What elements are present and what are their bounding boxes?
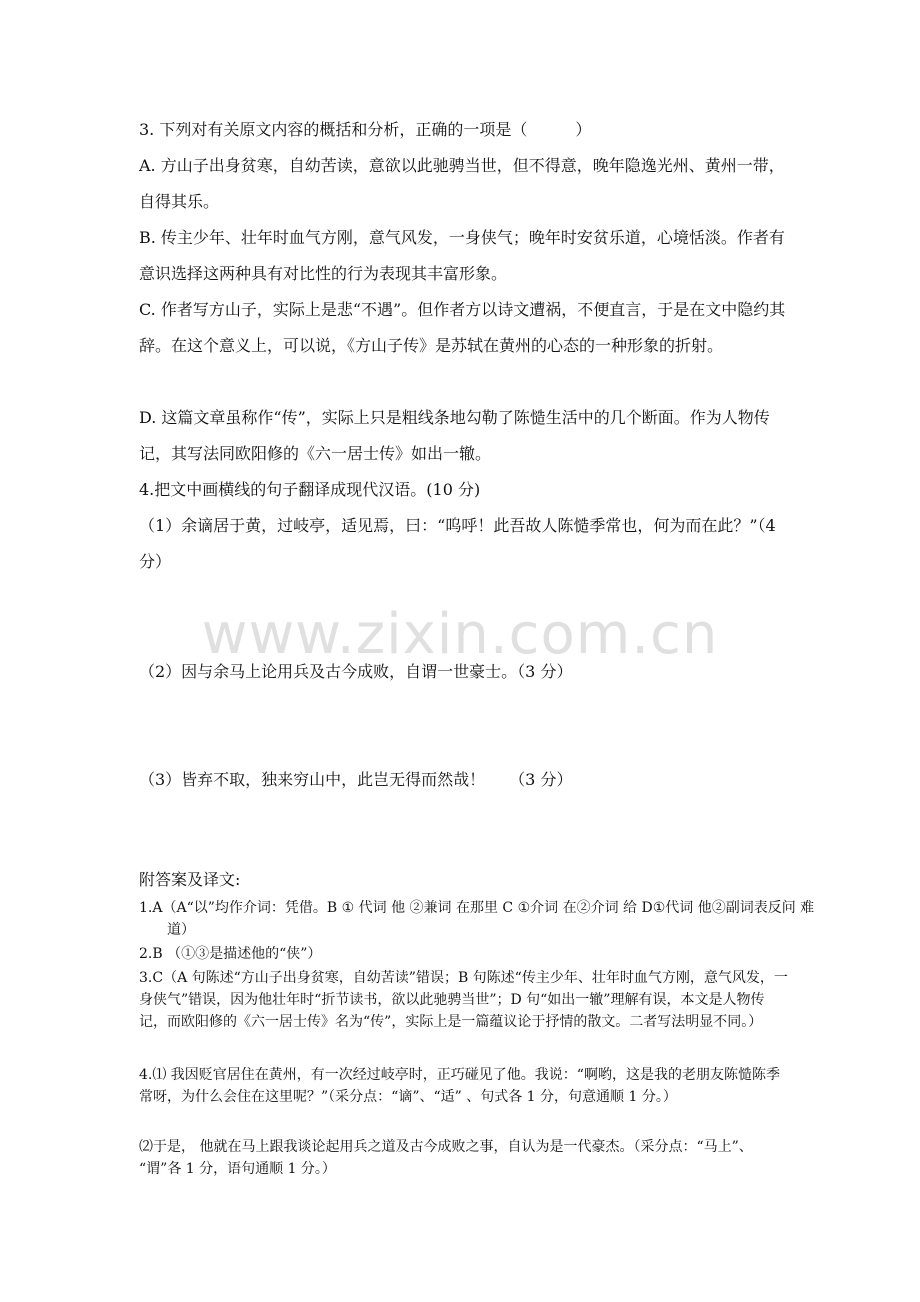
question-3-option-b: B. 传主少年、壮年时血气方刚，意气风发，一身侠气；晚年时安贫乐道，心境恬淡。作者有意识选择这两种具有对比性的行为表现其丰富形象。 bbox=[139, 228, 785, 283]
answers-heading: 附答案及译文: bbox=[139, 870, 241, 889]
answer-1: 1.A（A“以”均作介词：凭借。B ① 代词 他 ②兼词 在那里 C ①介词 在②介词 给 D①代词 他②副词表反问 难道） bbox=[139, 900, 815, 938]
question-3-option-c: C. 作者写方山子，实际上是悲“不遇”。但作者方以诗文遭祸，不便直言，于是在文中隐约其辞。在这个意义上，可以说，《方山子传》是苏轼在黄州的心态的一种形象的折射。 bbox=[139, 300, 786, 355]
answer-4-1: 4.⑴ 我因贬官居住在黄州，有一次经过岐亭时，正巧碰见了他。我说：“啊哟，这是我的老朋友陈慥陈季常呀，为什么会住在这里呢？”（采分点：“谪”、“适” 、句式各 1 分，句意通顺 1 分。） bbox=[139, 1067, 780, 1105]
answer-4-2: ⑵于是， 他就在马上跟我谈论起用兵之道及古今成败之事，自认为是一代豪杰。（采分点：“马上”、 “谓”各 1 分，语句通顺 1 分。） bbox=[139, 1139, 753, 1177]
question-3-option-a: A. 方山子出身贫寒，自幼苦读，意欲以此驰骋当世，但不得意，晚年隐逸光州、黄州一带，自得其乐。 bbox=[139, 156, 785, 211]
question-4-stem: 4.把文中画横线的句子翻译成现代汉语。(10 分) bbox=[139, 480, 481, 499]
question-4-item-1: （1）余谪居于黄，过岐亭，适见焉，曰：“呜呼！此吾故人陈慥季常也，何为而在此？”（4 分） bbox=[139, 516, 776, 571]
question-3-stem: 3. 下列对有关原文内容的概括和分析，正确的一项是（ ） bbox=[139, 120, 592, 139]
answer-3: 3.C（A 句陈述“方山子出身贫寒，自幼苦读”错误；B 句陈述“传主少年、壮年时血气方刚，意气风发，一身侠气”错误，因为他壮年时“折节读书，欲以此驰骋当世”；D 句“如出一辙”理解有误，本文是人物传记，而欧阳修的《六一居士传》名为“传”，实际上是一篇蕴议论于抒情的散文。二者写法明显不同。） bbox=[139, 970, 788, 1030]
question-4-item-3: （3）皆弃不取，独来穷山中，此岂无得而然哉！ （3 分） bbox=[139, 770, 573, 789]
answer-2: 2.B （①③是描述他的“侠”） bbox=[139, 946, 322, 962]
question-3-option-d: D. 这篇文章虽称作“传”，实际上只是粗线条地勾勒了陈慥生活中的几个断面。作为人物传记，其写法同欧阳修的《六一居士传》如出一辙。 bbox=[139, 408, 770, 463]
question-4-item-2: （2）因与余马上论用兵及古今成败，自谓一世豪士。（3 分） bbox=[139, 662, 573, 681]
watermark: www.zixin.com.cn bbox=[201, 602, 719, 667]
